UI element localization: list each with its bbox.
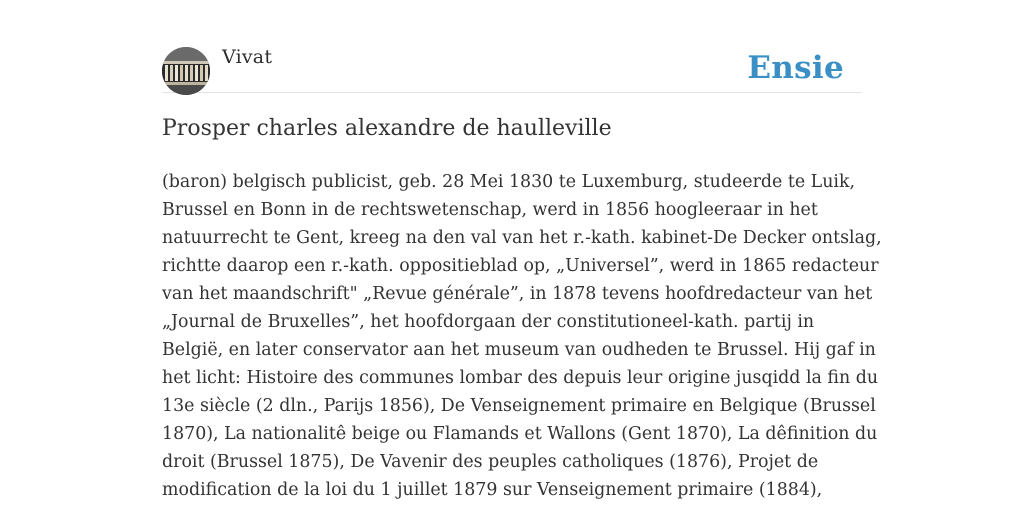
bookshelf-avatar-icon (162, 47, 210, 95)
body-line: 13e siècle (2 dln., Parijs 1856), De Venseignement primaire en Belgique (Brussel (162, 396, 876, 416)
avatar[interactable] (162, 47, 210, 95)
author-name[interactable]: Vivat (222, 46, 273, 68)
body-line: (baron) belgisch publicist, geb. 28 Mei 1830 te Luxemburg, studeerde te Luik, (162, 172, 856, 192)
body-line: van het maandschrift" „Revue générale”, in 1878 tevens hoofdredacteur van het (162, 284, 873, 304)
body-line: België, en later conservator aan het museum van oudheden te Brussel. Hij gaf in (162, 340, 876, 360)
body-line: richtte daarop een r.-kath. oppositieblad op, „Universel”, werd in 1865 redacteur (162, 256, 879, 276)
body-line: Brussel en Bonn in de rechtswetenschap, werd in 1856 hoogleeraar in het (162, 200, 818, 220)
site-logo[interactable]: Ensie (747, 50, 844, 86)
body-line: 1870), La nationalitê beige ou Flamands et Wallons (Gent 1870), La dêfinition du (162, 424, 878, 444)
body-line: droit (Brussel 1875), De Vavenir des peuples catholiques (1876), Projet de (162, 452, 819, 472)
body-line: modification de la loi du 1 juillet 1879 sur Venseignement primaire (1884), (162, 480, 823, 500)
header (162, 0, 862, 93)
article-body (162, 168, 882, 504)
page (162, 0, 882, 512)
body-line: natuurrecht te Gent, kreeg na den val van het r.-kath. kabinet-De Decker ontslag, (162, 228, 882, 248)
page-title: Prosper charles alexandre de haulleville (162, 116, 612, 141)
body-line: „Journal de Bruxelles”, het hoofdorgaan der constitutioneel-kath. partij in (162, 312, 815, 332)
body-line: het licht: Histoire des communes lombar des depuis leur origine jusqidd la fin du (162, 368, 879, 388)
